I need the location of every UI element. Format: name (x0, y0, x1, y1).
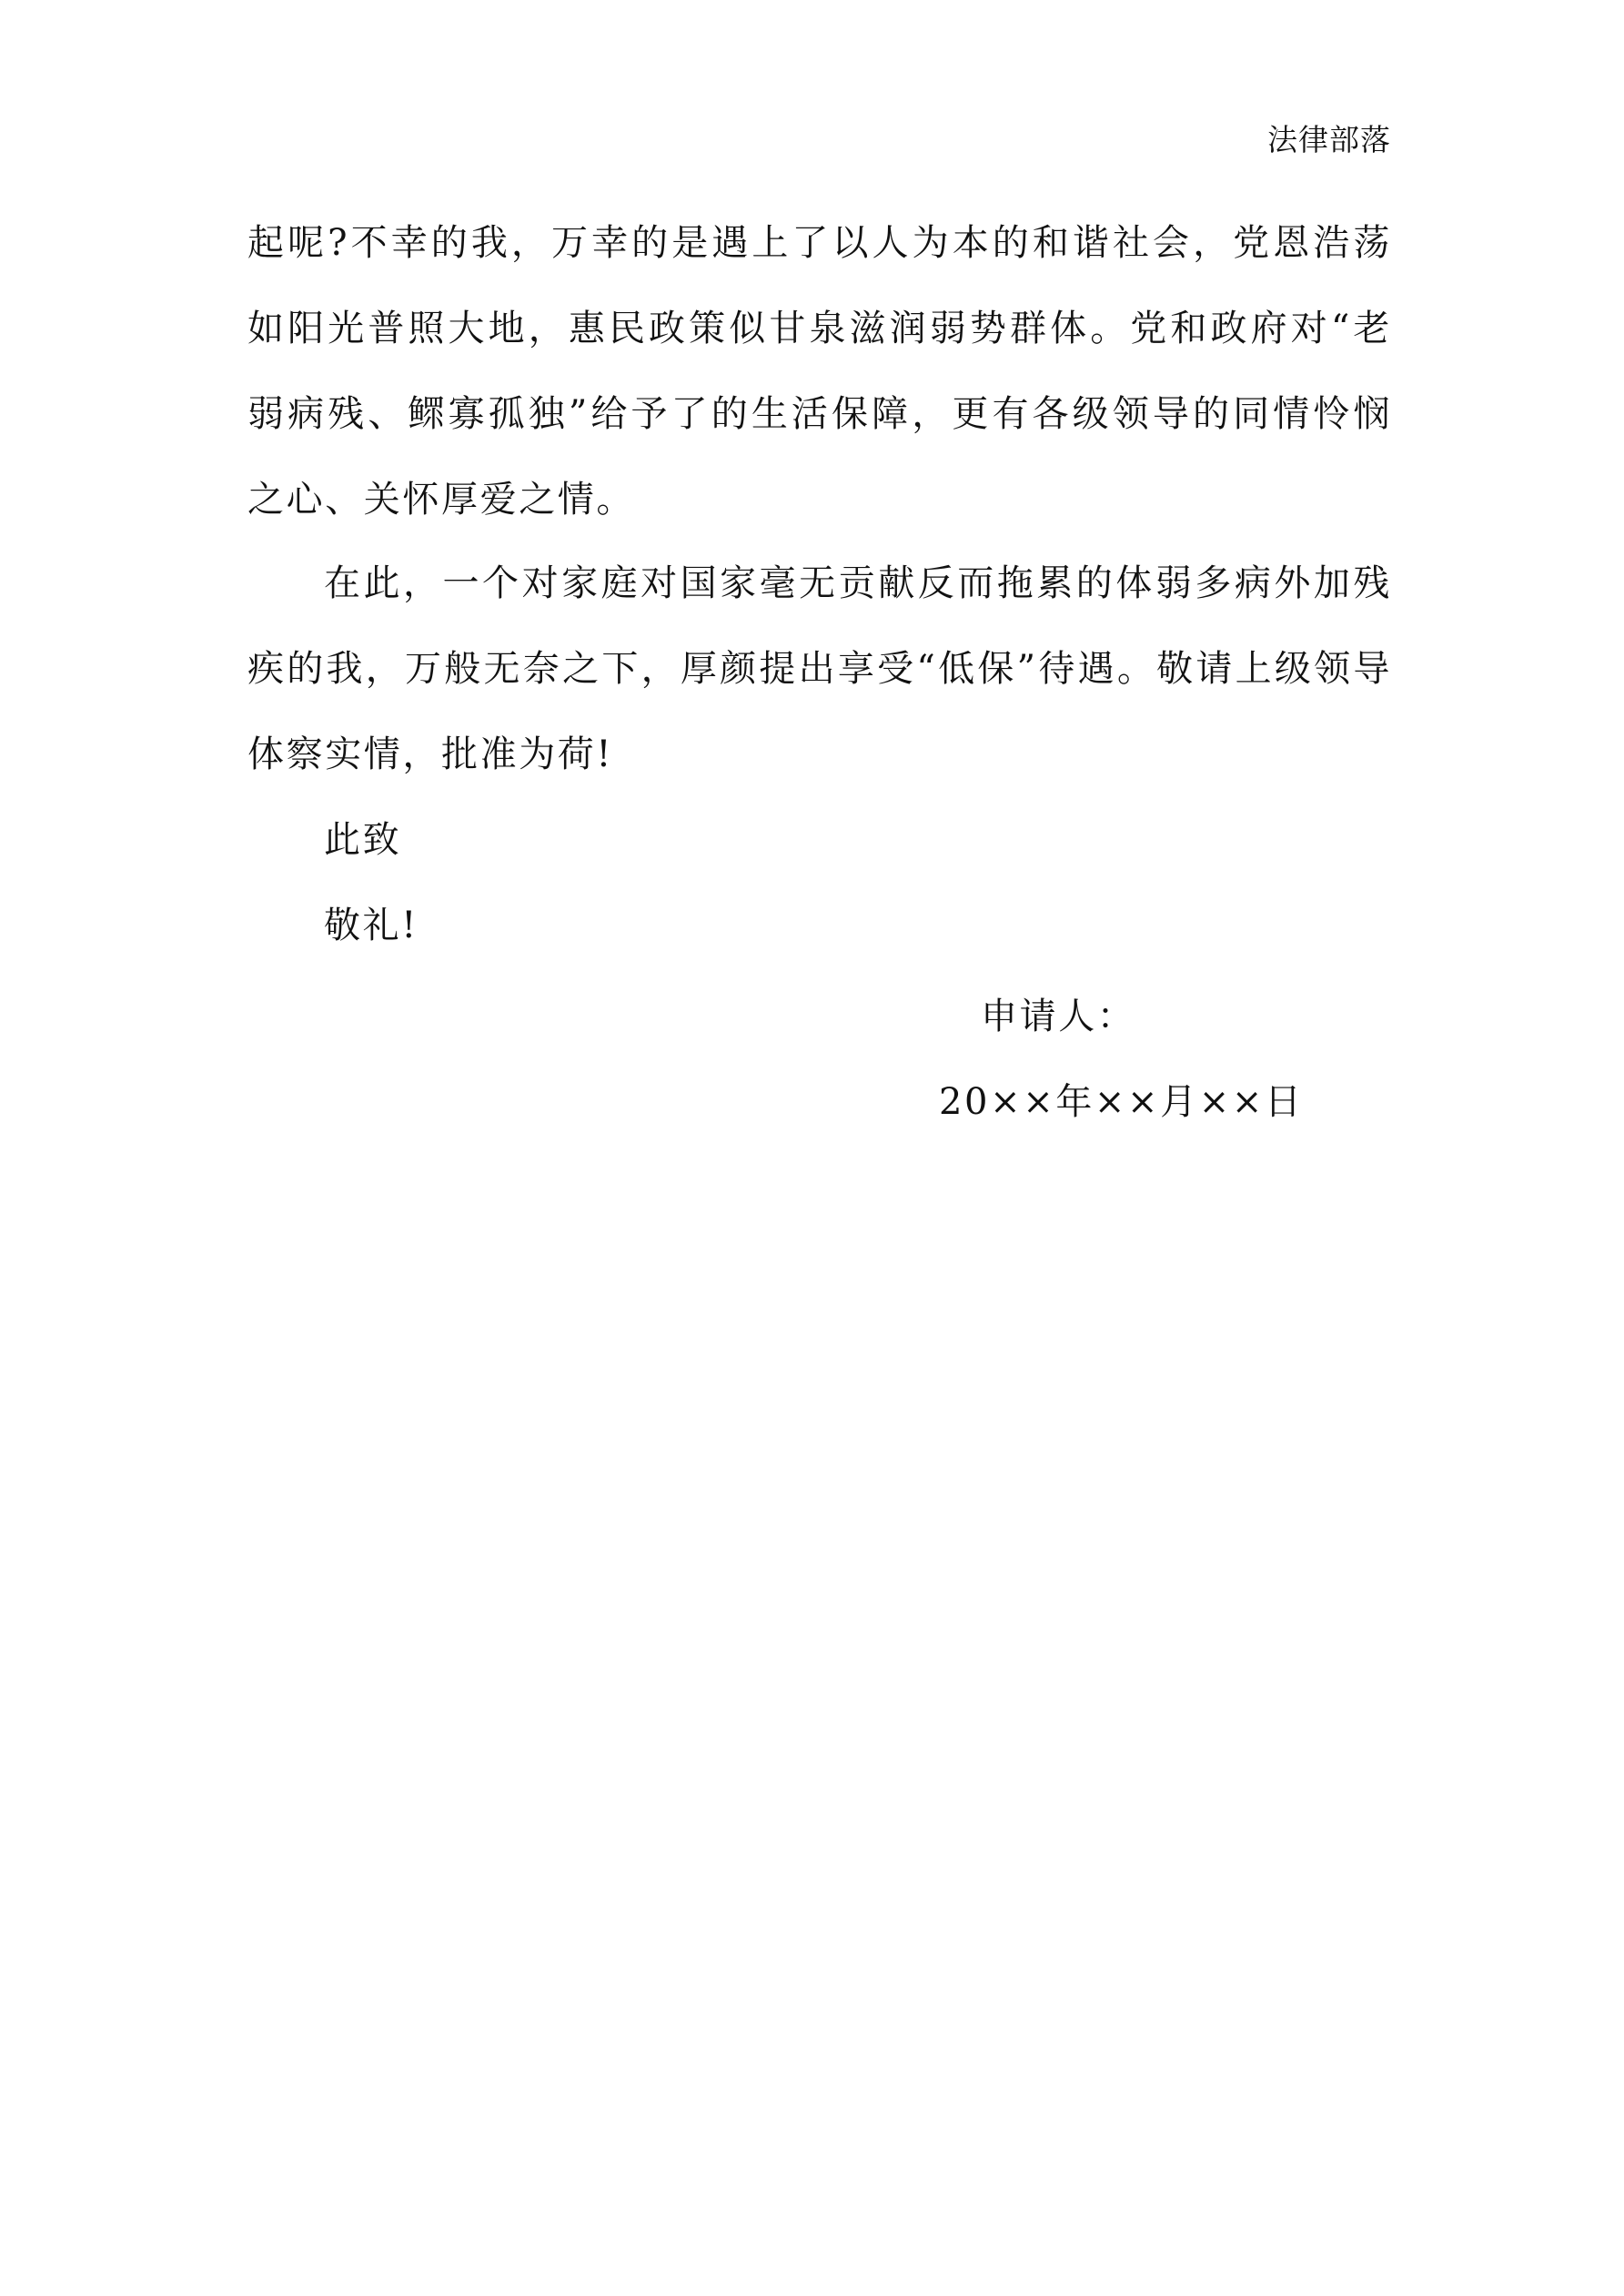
signature-date: 20××年××月××日 (939, 1081, 1304, 1123)
body-paragraph-2: 在此，一个对家庭对国家毫无贡献反而拖累的体弱多病外加残疾的我，万般无奈之下，厚颜提出享受“低保”待遇。敬请上级领导体察实情，批准为荷! (247, 562, 1392, 775)
signature-label: 申请人： (981, 996, 1136, 1037)
header-mark: 法律部落 (1267, 122, 1391, 157)
body-paragraph-1: 起呢?不幸的我，万幸的是遇上了以人为本的和谐社会，党恩浩荡如阳光普照大地，惠民政策似甘泉滋润弱势群体。党和政府对“老弱病残、鳏寡孤独”给予了的生活保障，更有各级领导的同情怜悯之心、关怀厚爱之情。 (247, 222, 1392, 521)
closing-salutation: 此致 (324, 819, 402, 861)
closing-regards: 敬礼! (324, 905, 419, 946)
